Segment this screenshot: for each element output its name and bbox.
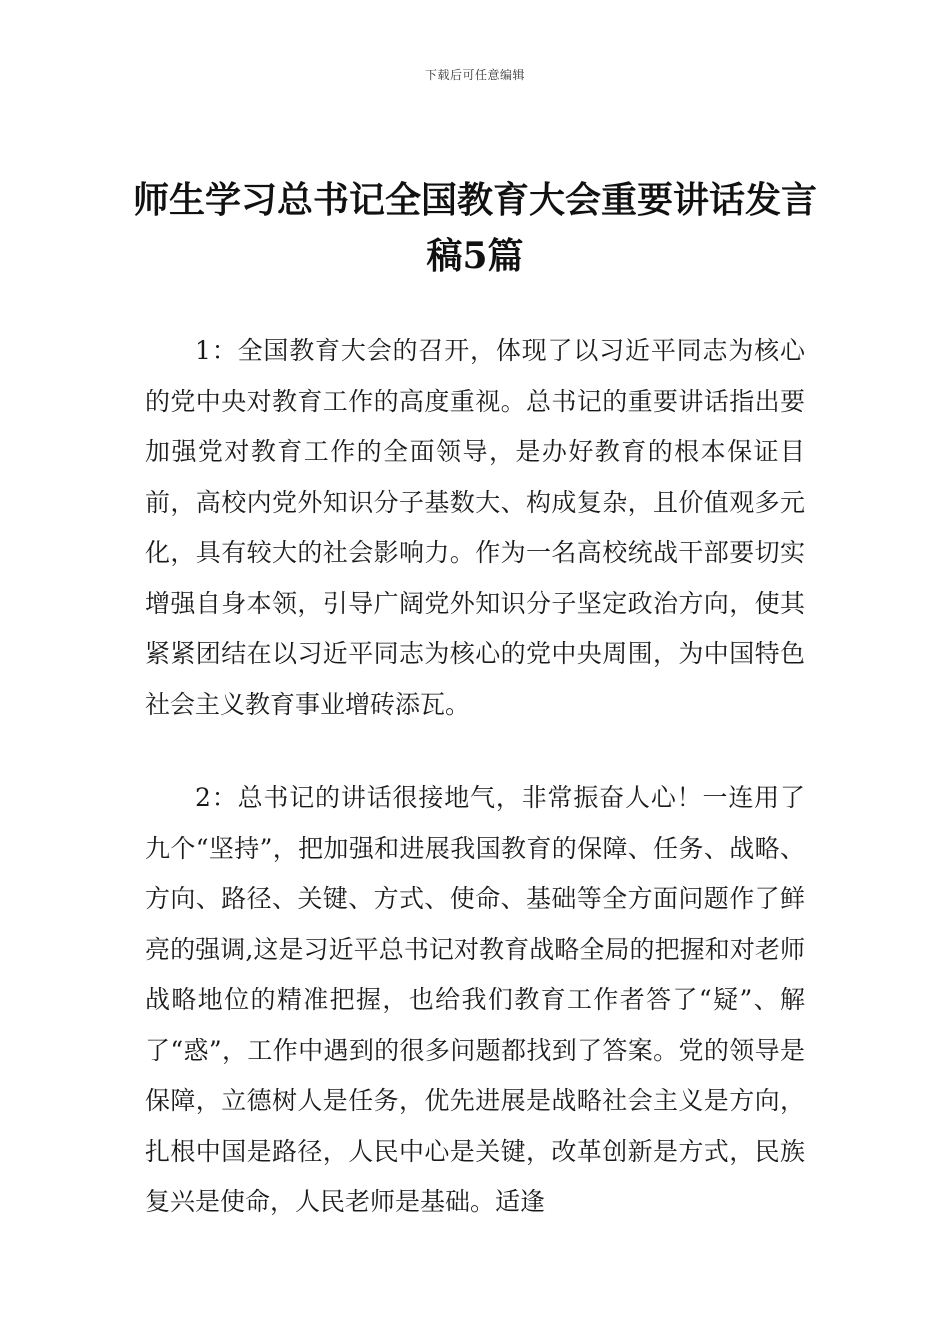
document-title: 师生学习总书记全国教育大会重要讲话发言稿5篇 bbox=[132, 179, 817, 277]
header-note: 下载后可任意编辑 bbox=[424, 68, 525, 82]
paragraph-1: 1：全国教育大会的召开，体现了以习近平同志为核心的党中央对教育工作的高度重视。总书记的重要讲话指出要加强党对教育工作的全面领导，是办好教育的根本保证目前，高校内党外知识分子基数大、构成复杂，且价值观多元化，具有较大的社会影响力。作为一名高校统战干部要切实增强自身本领，引导广阔党外知识分子坚定政治方向，使其紧紧团结在以习近平同志为核心的党中央周围，为中国特色社会主义教育事业增砖添瓦。 bbox=[145, 336, 805, 719]
paragraph-2: 2：总书记的讲话很接地气，非常振奋人心！一连用了九个“坚持”，把加强和进展我国教育的保障、任务、战略、方向、路径、关键、方式、使命、基础等全方面问题作了鲜亮的强调,这是习近平总书记对教育战略全局的把握和对老师战略地位的精准把握，也给我们教育工作者答了“疑”、解了“惑”，工作中遇到的很多问题都找到了答案。党的领导是保障，立德树人是任务，优先进展是战略社会主义是方向，扎根中国是路径，人民中心是关键，改革创新是方式，民族复兴是使命，人民老师是基础。适逢 bbox=[145, 783, 805, 1216]
